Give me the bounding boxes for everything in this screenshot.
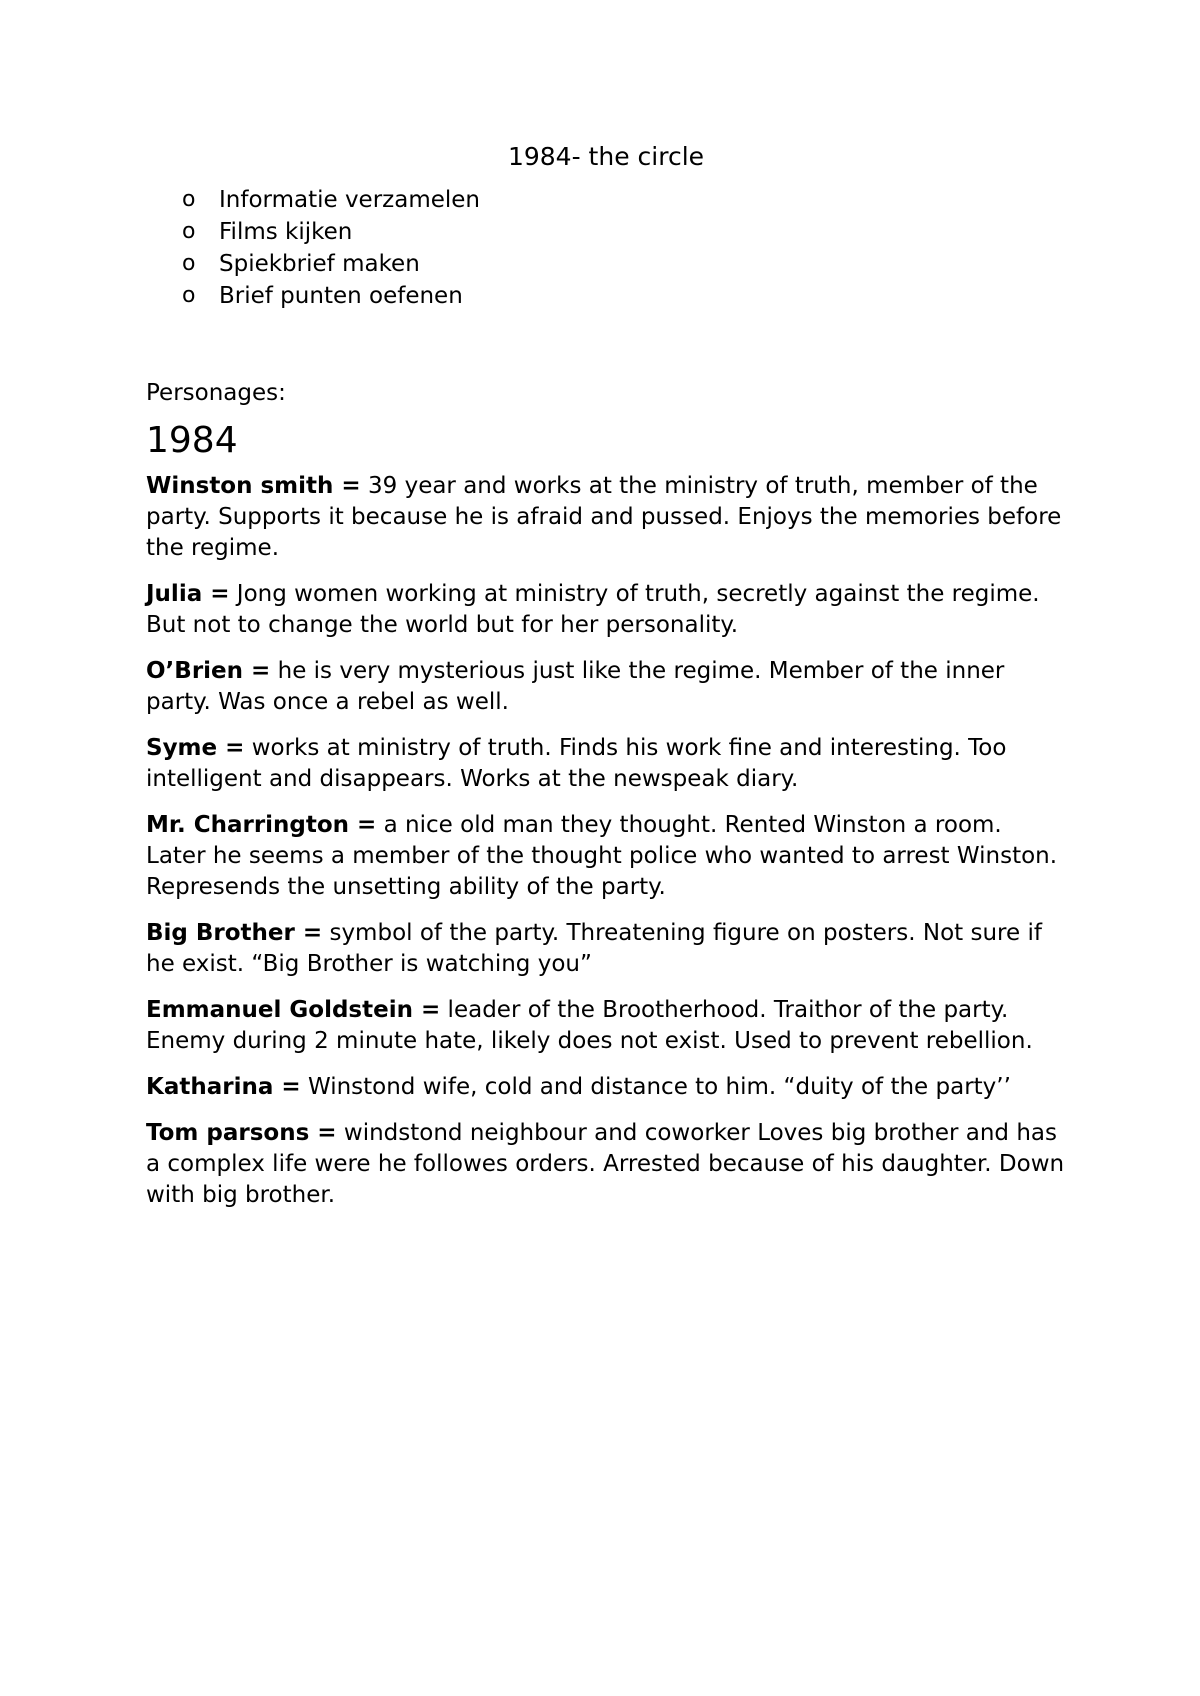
character-name: Julia =	[146, 581, 230, 607]
section-label: Personages:	[146, 380, 286, 406]
list-item	[182, 216, 1066, 248]
character-name: O’Brien =	[146, 658, 271, 684]
character-name: Emmanuel Goldstein =	[146, 997, 441, 1023]
document-content	[146, 140, 1066, 1226]
character-name: Tom parsons =	[146, 1120, 337, 1146]
character-description: symbol of the party. Threatening figure on posters. Not sure if he exist. “Big Brother is watching you”	[146, 920, 1042, 977]
character-description: 39 year and works at the ministry of truth, member of the party. Supports it because he is afraid and pussed. Enjoys the memories before the regime.	[146, 473, 1062, 561]
character-name: Katharina =	[146, 1074, 301, 1100]
list-item	[182, 248, 1066, 280]
list-item-text: Films kijken	[219, 219, 353, 245]
character-name: Winston smith =	[146, 473, 361, 499]
list-item	[182, 280, 1066, 312]
character-description: leader of the Brootherhood. Traithor of the party. Enemy during 2 minute hate, likely does not exist. Used to prevent rebellion.	[146, 997, 1033, 1054]
character-entry	[146, 995, 1066, 1057]
bullet-o-icon: o	[182, 219, 196, 244]
character-name: Mr. Charrington =	[146, 812, 377, 838]
character-entry	[146, 656, 1066, 718]
character-entry	[146, 471, 1066, 564]
character-description: a nice old man they thought. Rented Winston a room. Later he seems a member of the thought police who wanted to arrest Winston. Represends the unsetting ability of the party.	[146, 812, 1058, 900]
character-name: Syme =	[146, 735, 245, 761]
character-description: Winstond wife, cold and distance to him. “duity of the party’’	[300, 1074, 1011, 1100]
list-item-text: Brief punten oefenen	[219, 283, 463, 309]
character-entry	[146, 1118, 1066, 1211]
todo-list	[146, 184, 1066, 312]
character-description: he is very mysterious just like the regime. Member of the inner party. Was once a rebel as well.	[146, 658, 1005, 715]
character-description: works at ministry of truth. Finds his work fine and interesting. Too intelligent and disappears. Works at the newspeak diary.	[146, 735, 1007, 792]
character-name: Big Brother =	[146, 920, 323, 946]
document-title: 1984- the circle	[507, 142, 705, 171]
character-entry	[146, 733, 1066, 795]
section-heading: 1984	[146, 420, 238, 461]
character-entry	[146, 1072, 1066, 1103]
character-entry	[146, 579, 1066, 641]
list-item	[182, 184, 1066, 216]
character-entry	[146, 810, 1066, 903]
character-entry	[146, 918, 1066, 980]
bullet-o-icon: o	[182, 283, 196, 308]
character-description: windstond neighbour and coworker Loves big brother and has a complex life were he followes orders. Arrested because of his daughter. Down with big brother.	[146, 1120, 1065, 1208]
bullet-o-icon: o	[182, 251, 196, 276]
list-item-text: Spiekbrief maken	[219, 251, 420, 277]
bullet-o-icon: o	[182, 187, 196, 212]
character-description: Jong women working at ministry of truth, secretly against the regime. But not to change the world but for her personality.	[146, 581, 1040, 638]
list-item-text: Informatie verzamelen	[219, 187, 481, 213]
